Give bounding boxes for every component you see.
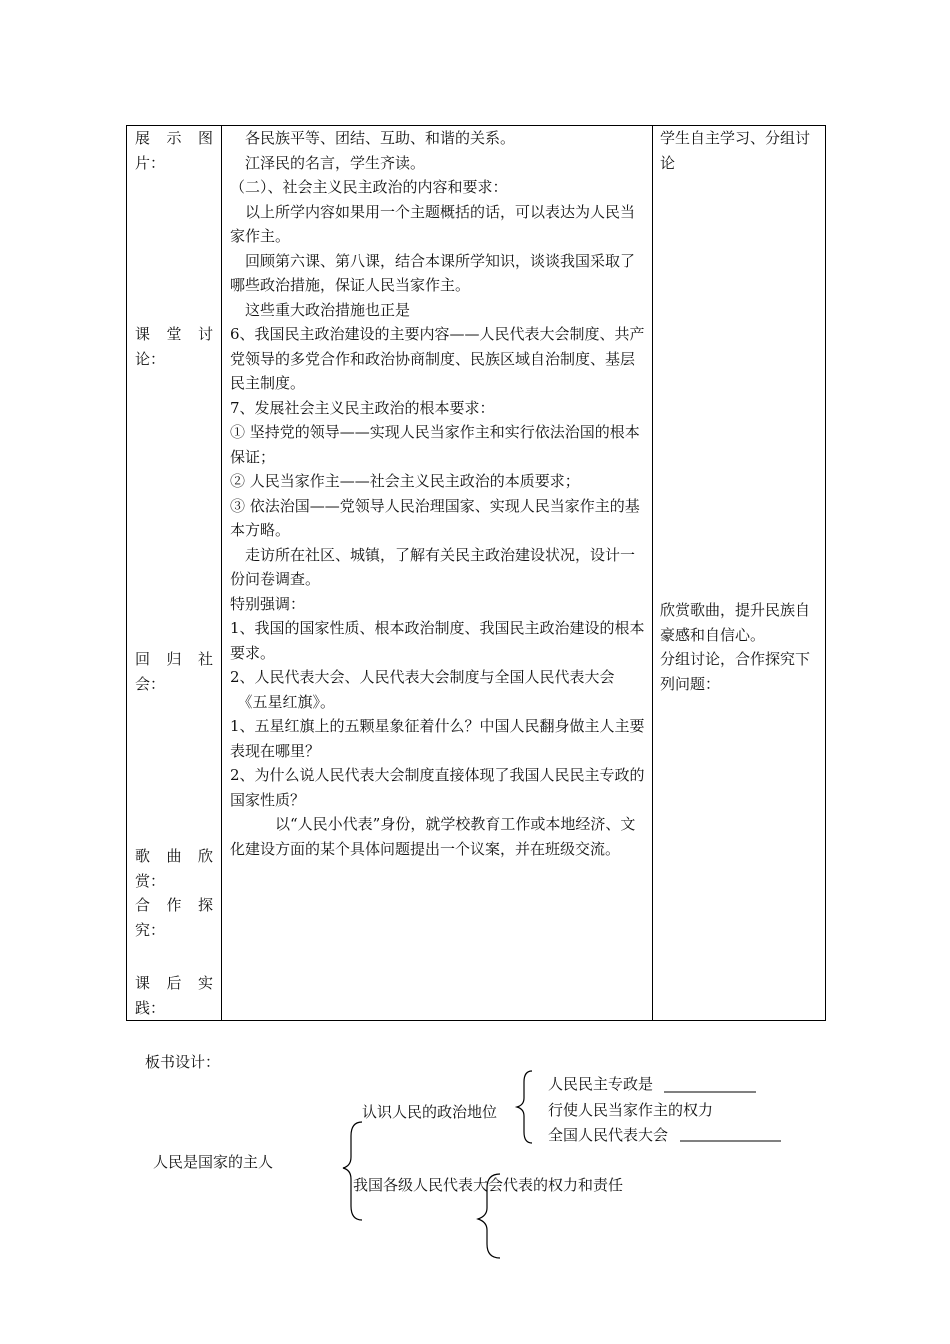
content-line: 这些重大政治措施也正是 — [230, 300, 411, 319]
content-paragraph: 2、为什么说人民代表大会制度直接体现了我国人民民主专政的国家性质？ — [230, 766, 645, 809]
content-line: 《五星红旗》。 — [230, 692, 336, 711]
board-branch1-item: 行使人民当家作主的权力 — [548, 1101, 714, 1119]
content-paragraph: 走访所在社区、城镇，了解有关民主政治建设状况，设计一份问卷调查。 — [230, 545, 636, 588]
content-line: 江泽民的名言，学生齐读。 — [230, 153, 426, 172]
content-paragraph: 以上所学内容如果用一个主题概括的话，可以表达为人民当家作主。 — [230, 202, 636, 245]
board-branch1-item: 人民民主专政是 — [548, 1075, 654, 1093]
content-paragraph: 6、我国民主政治建设的主要内容——人民代表大会制度、共产党领导的多党合作和政治协商制度、民族区域自治制度、基层民主制度。 — [230, 325, 645, 392]
activity-group-discussion: 分组讨论，合作探究下列问题： — [660, 650, 811, 693]
content-paragraph: 1、我国的国家性质、根本政治制度、我国民主政治建设的根本要求。 — [230, 619, 645, 662]
board-root: 人民是国家的主人 — [153, 1153, 274, 1171]
content-paragraph: ③ 依法治国——党领导人民治理国家、实现人民当家作主的基本方略。 — [230, 496, 640, 539]
label-song-appreciation: 歌 曲 欣 赏： — [135, 847, 213, 890]
content-line: 7、发展社会主义民主政治的根本要求： — [230, 398, 495, 417]
content-paragraph: 2、人民代表大会、人民代表大会制度与全国人民代表大会 — [230, 668, 615, 686]
board-branch1-item: 全国人民代表大会 — [548, 1126, 669, 1144]
label-class-discussion: 课 堂 讨 论： — [135, 325, 213, 368]
label-cooperative-inquiry: 合 作 探 究： — [135, 896, 213, 939]
content-paragraph: 1、五星红旗上的五颗星象征着什么？中国人民翻身做主人主要表现在哪里？ — [230, 717, 645, 760]
label-return-society: 回 归 社 会： — [135, 650, 213, 693]
content-paragraph: 回顾第六课、第八课，结合本课所学知识，谈谈我国采取了哪些政治措施，保证人民当家作主。 — [230, 251, 636, 294]
content-paragraph: ① 坚持党的领导——实现人民当家作主和实行依法治国的根本保证； — [230, 423, 640, 466]
content-line: 各民族平等、团结、互助、和谐的关系。 — [230, 129, 516, 147]
label-after-class-practice: 课 后 实 践： — [135, 974, 213, 1017]
content-line: ② 人民当家作主——社会主义民主政治的本质要求； — [230, 472, 580, 490]
content-paragraph: 以“人民小代表”身份，就学校教育工作或本地经济、文化建设方面的某个具体问题提出一个议案，并在班级交流。 — [230, 815, 636, 858]
board-branch1: 认识人民的政治地位 — [362, 1103, 498, 1121]
activity-song: 欣赏歌曲，提升民族自豪感和自信心。 — [660, 601, 811, 644]
root-brace — [343, 1122, 362, 1220]
branch1-brace — [517, 1071, 532, 1143]
content-line: （二）、社会主义民主政治的内容和要求： — [230, 178, 508, 196]
board-design-heading: 板书设计： — [145, 1053, 221, 1071]
board-branch2: 我国各级人民代表大会代表的权力和责任 — [353, 1176, 624, 1194]
label-show-pictures: 展 示 图 片： — [135, 129, 213, 172]
content-line: 特别强调： — [230, 594, 306, 613]
activity-self-study: 学生自主学习、分组讨论 — [660, 129, 811, 172]
